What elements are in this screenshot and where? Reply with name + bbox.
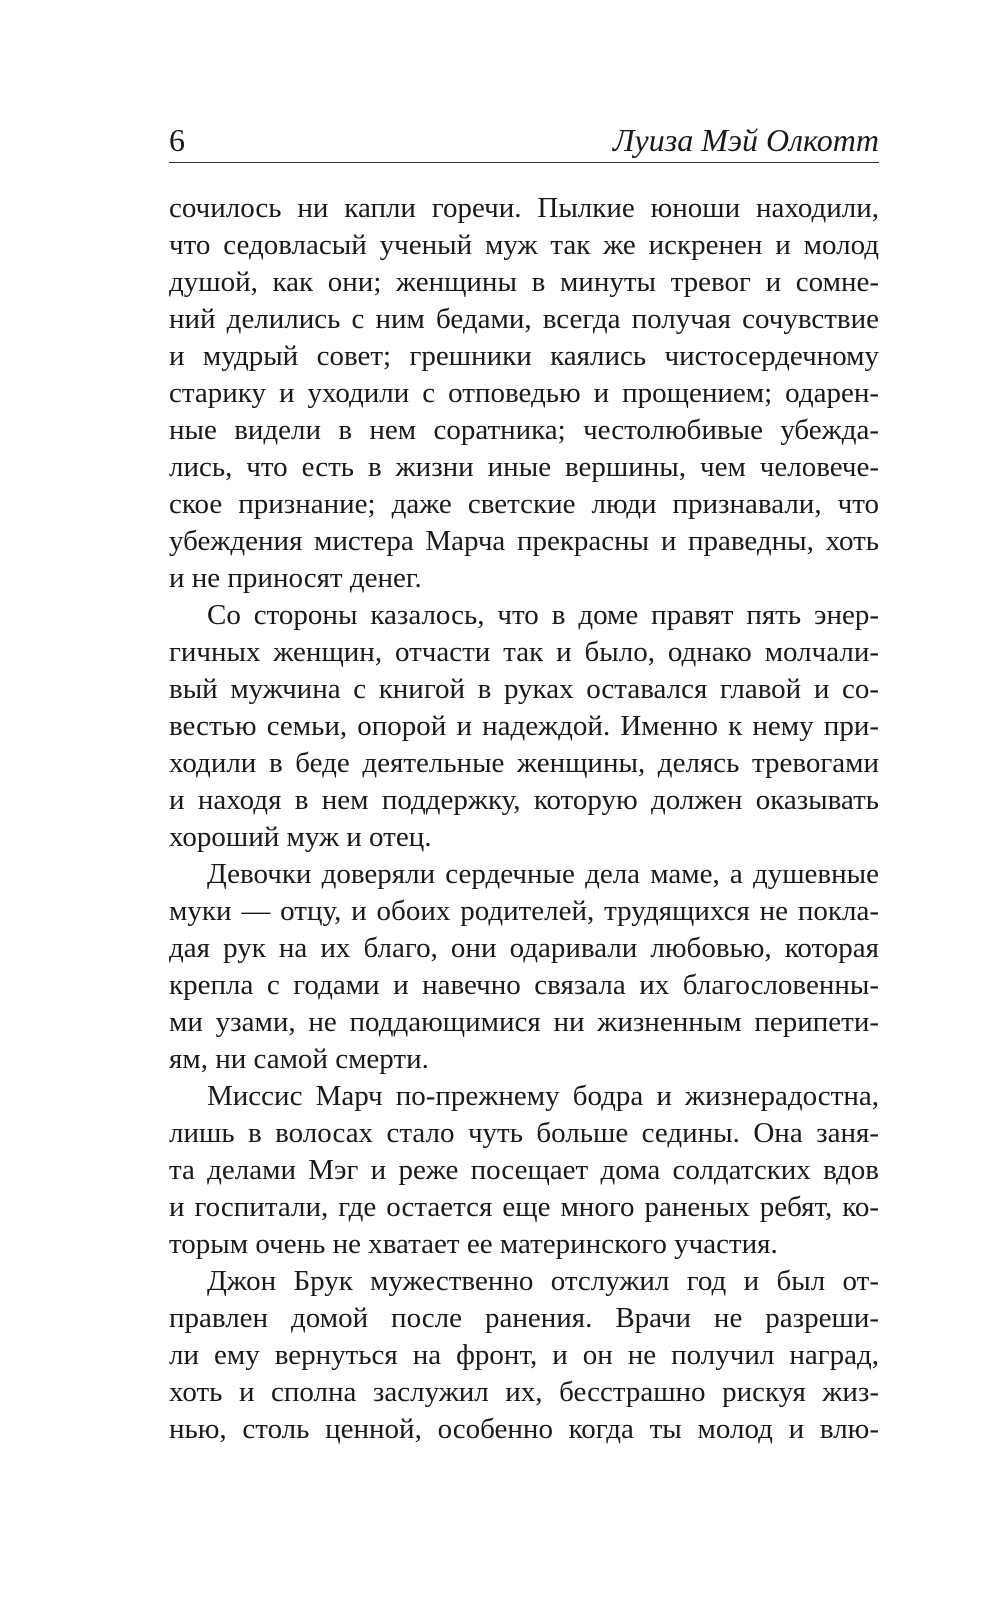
paragraph: [169, 856, 879, 1078]
text-line: хоть и сполна заслужил их, бесстрашно рискуя жиз-: [169, 1376, 879, 1408]
text-line: ское признание; даже светские люди признавали, что: [169, 488, 879, 520]
text-line: торым очень не хватает ее материнского участия.: [169, 1228, 778, 1260]
paragraph: [169, 1078, 879, 1263]
body-text: [169, 190, 879, 1448]
text-line: старику и уходили с отповедью и прощением; одарен-: [169, 377, 879, 409]
text-line: нью, столь ценной, особенно когда ты молод и влю-: [169, 1413, 879, 1445]
text-line: Со стороны казалось, что в доме правят пять энер-: [207, 599, 879, 631]
text-line: и не приносят денег.: [169, 562, 422, 594]
text-line: вый мужчина с книгой в руках оставался главой и со-: [169, 673, 879, 705]
text-line: ний делились с ним бедами, всегда получая сочувствие: [169, 303, 879, 335]
text-line: та делами Мэг и реже посещает дома солдатских вдов: [169, 1154, 879, 1186]
text-line: правлен домой после ранения. Врачи не разреши-: [169, 1302, 879, 1334]
text-line: убеждения мистера Марча прекрасны и праведны, хоть: [169, 525, 879, 557]
running-title: Луиза Мэй Олкотт: [612, 122, 879, 158]
text-line: хороший муж и отец.: [169, 821, 432, 853]
text-line: и находя в нем поддержку, которую должен оказывать: [169, 784, 879, 816]
paragraph: [169, 190, 879, 597]
text-line: муки — отцу, и обоих родителей, трудящихся не покла-: [169, 895, 879, 927]
page-header: [169, 118, 879, 163]
text-line: вестью семьи, опорой и надеждой. Именно к нему при-: [169, 710, 879, 742]
text-line: Миссис Марч по-прежнему бодра и жизнерадостна,: [207, 1080, 879, 1112]
text-line: и госпитали, где остается еще много раненых ребят, ко-: [169, 1191, 879, 1223]
text-line: Девочки доверяли сердечные дела маме, а душевные: [207, 858, 879, 890]
page-number: 6: [169, 122, 185, 158]
text-line: гичных женщин, отчасти так и было, однако молчали-: [169, 636, 879, 668]
text-line: крепла с годами и навечно связала их благословенны-: [169, 969, 879, 1001]
text-line: что седовласый ученый муж так же искренен и молод: [169, 229, 879, 261]
text-line: дая рук на их благо, они одаривали любовью, которая: [169, 932, 879, 964]
text-line: ли ему вернуться на фронт, и он не получил наград,: [169, 1339, 879, 1371]
text-line: лишь в волосах стало чуть больше седины. Она заня-: [169, 1117, 879, 1149]
text-line: сочилось ни капли горечи. Пылкие юноши находили,: [169, 192, 879, 224]
text-line: Джон Брук мужественно отслужил год и был от-: [207, 1265, 879, 1297]
text-line: ходили в беде деятельные женщины, делясь тревогами: [169, 747, 879, 779]
paragraph: [169, 597, 879, 856]
text-line: ми узами, не поддающимися ни жизненным перипети-: [169, 1006, 879, 1038]
text-line: душой, как они; женщины в минуты тревог и сомне-: [169, 266, 879, 298]
text-line: ные видели в нем соратника; честолюбивые убежда-: [169, 414, 879, 446]
text-line: и мудрый совет; грешники каялись чистосердечному: [169, 340, 879, 372]
paragraph: [169, 1263, 879, 1448]
text-line: ям, ни самой смерти.: [169, 1043, 429, 1075]
text-line: лись, что есть в жизни иные вершины, чем человече-: [169, 451, 879, 483]
